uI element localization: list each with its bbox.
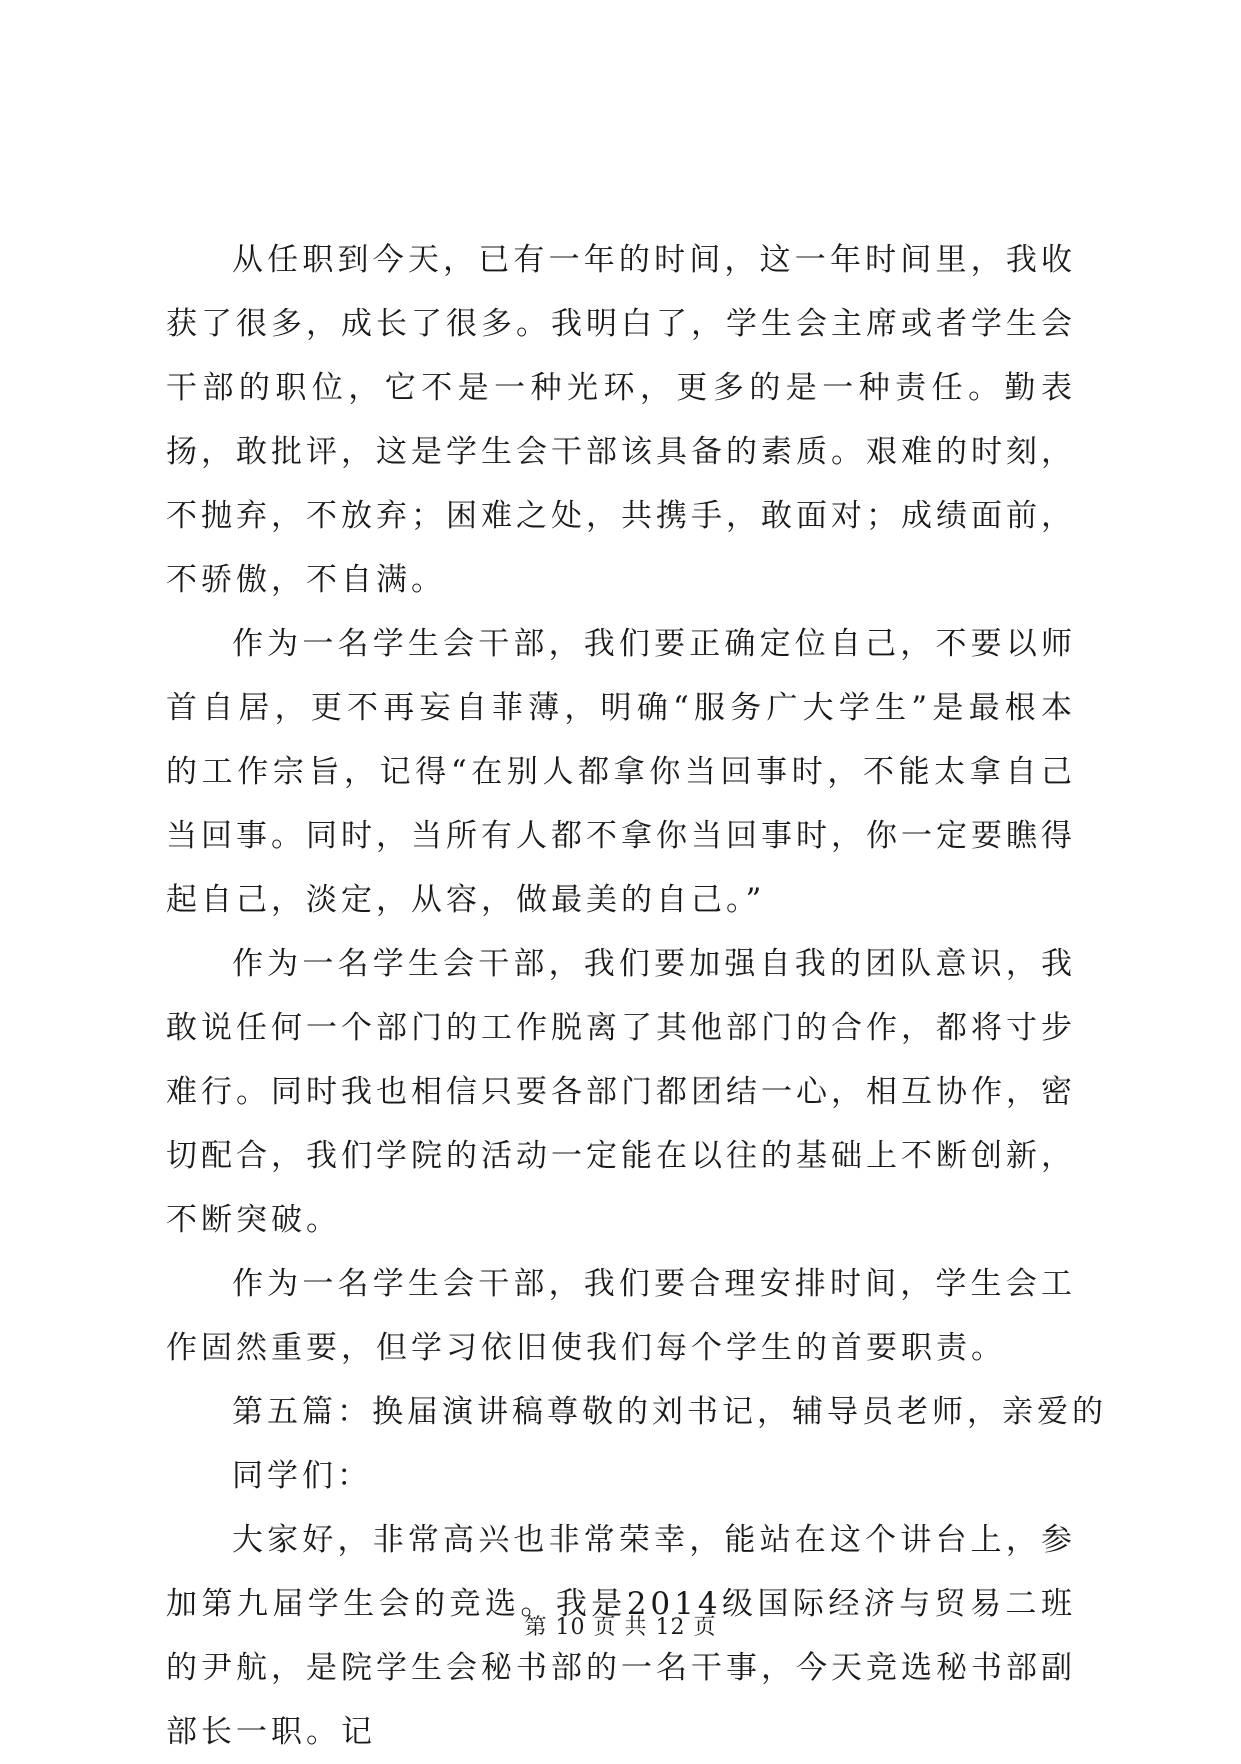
- section-heading-line-2: 同学们：: [232, 1458, 372, 1494]
- paragraph-1: 从任职到今天，已有一年的时间，这一年时间里，我收获了很多，成长了很多。我明白了，学生会主席或者学生会干部的职位，它不是一种光环，更多的是一种责任。勤表扬，敢批评，这是学生会干部该具备的素质。艰难的时刻，不抛弃，不放弃；困难之处，共携手，敢面对；成绩面前，不骄傲，不自满。: [166, 242, 1076, 598]
- paragraph-5: 大家好，非常高兴也非常荣幸，能站在这个讲台上，参加第九届学生会的竞选。我是2014级国际经济与贸易二班的尹航，是院学生会秘书部的一名干事，今天竞选秘书部副部长一职。记: [166, 1522, 1076, 1750]
- paragraph-4: 作为一名学生会干部，我们要合理安排时间，学生会工作固然重要，但学习依旧使我们每个学生的首要职责。: [166, 1266, 1076, 1366]
- page-number-footer: 第 10 页 共 12 页: [524, 1615, 717, 1640]
- paragraph-2: 作为一名学生会干部，我们要正确定位自己，不要以师首自居，更不再妄自菲薄，明确“服务广大学生”是最根本的工作宗旨，记得“在别人都拿你当回事时，不能太拿自己当回事。同时，当所有人都不拿你当回事时，你一定要瞧得起自己，淡定，从容，做最美的自己。”: [166, 626, 1076, 918]
- section-heading-line-1: 第五篇：换届演讲稿尊敬的刘书记，辅导员老师，亲爱的: [232, 1394, 1107, 1430]
- document-body: [166, 228, 1107, 1764]
- paragraph-3: 作为一名学生会干部，我们要加强自我的团队意识，我敢说任何一个部门的工作脱离了其他部门的合作，都将寸步难行。同时我也相信只要各部门都团结一心，相互协作，密切配合，我们学院的活动一定能在以往的基础上不断创新，不断突破。: [166, 946, 1076, 1238]
